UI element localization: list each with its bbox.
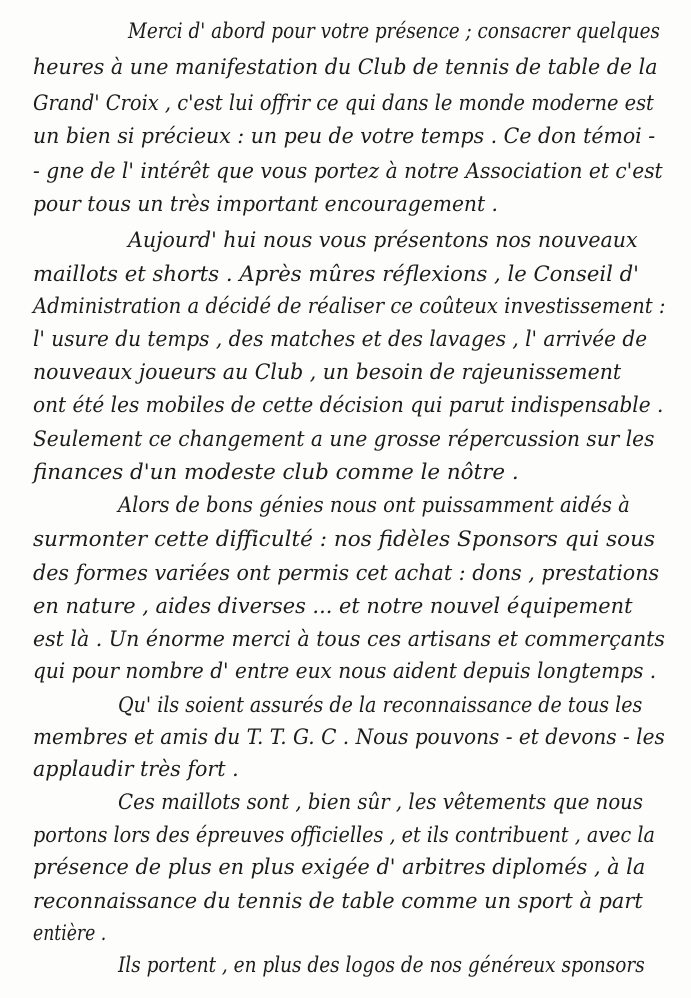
letter-line: Alors de bons génies nous ont puissamment aidés à	[118, 493, 630, 517]
letter-line: des formes variées ont permis cet achat : dons , prestations	[33, 561, 660, 585]
letter-line: Administration a décidé de réaliser ce coûteux investissement :	[33, 294, 666, 318]
letter-line: est là . Un énorme merci à tous ces artisans et commerçants	[33, 627, 665, 651]
letter-line: Seulement ce changement a une grosse répercussion sur les	[33, 427, 655, 451]
letter-line: applaudir très fort .	[33, 757, 239, 781]
letter-line: qui pour nombre d' entre eux nous aident depuis longtemps .	[33, 659, 657, 683]
letter-line: reconnaissance du tennis de table comme un sport à part	[33, 889, 643, 913]
letter-line: ont été les mobiles de cette décision qui parut indispensable .	[33, 393, 664, 417]
letter-line: entière .	[33, 921, 107, 945]
letter-line: finances d'un modeste club comme le nôtre .	[33, 460, 519, 484]
letter-line: l' usure du temps , des matches et des lavages , l' arrivée de	[33, 327, 648, 351]
letter-line: heures à une manifestation du Club de tennis de table de la	[33, 55, 658, 79]
letter-line: - gne de l' intérêt que vous portez à notre Association et c'est	[33, 159, 663, 183]
letter-line: maillots et shorts . Après mûres réflexions , le Conseil d'	[33, 262, 639, 286]
letter-line: en nature , aides diverses ... et notre nouvel équipement	[33, 594, 633, 618]
letter-line: Ils portent , en plus des logos de nos généreux sponsors	[118, 953, 645, 977]
letter-line: Merci d' abord pour votre présence ; consacrer quelques	[128, 19, 660, 43]
letter-line: pour tous un très important encouragement .	[33, 192, 498, 216]
letter-line: présence de plus en plus exigée d' arbitres diplomés , à la	[33, 855, 646, 879]
letter-line: membres et amis du T. T. G. C . Nous pouvons - et devons - les	[33, 725, 665, 749]
letter-line: un bien si précieux : un peu de votre temps . Ce don témoi -	[33, 124, 656, 148]
letter-line: surmonter cette difficulté : nos fidèles Sponsors qui sous	[33, 527, 656, 551]
letter-line: Grand' Croix , c'est lui offrir ce qui dans le monde moderne est	[33, 91, 654, 115]
letter-line: Qu' ils soient assurés de la reconnaissance de tous les	[118, 693, 643, 717]
letter-line: Ces maillots sont , bien sûr , les vêtements que nous	[118, 790, 643, 814]
letter-line: Aujourd' hui nous vous présentons nos nouveaux	[128, 228, 638, 252]
letter-line: nouveaux joueurs au Club , un besoin de rajeunissement	[33, 360, 622, 384]
letter-line: portons lors des épreuves officielles , et ils contribuent , avec la	[33, 823, 655, 847]
